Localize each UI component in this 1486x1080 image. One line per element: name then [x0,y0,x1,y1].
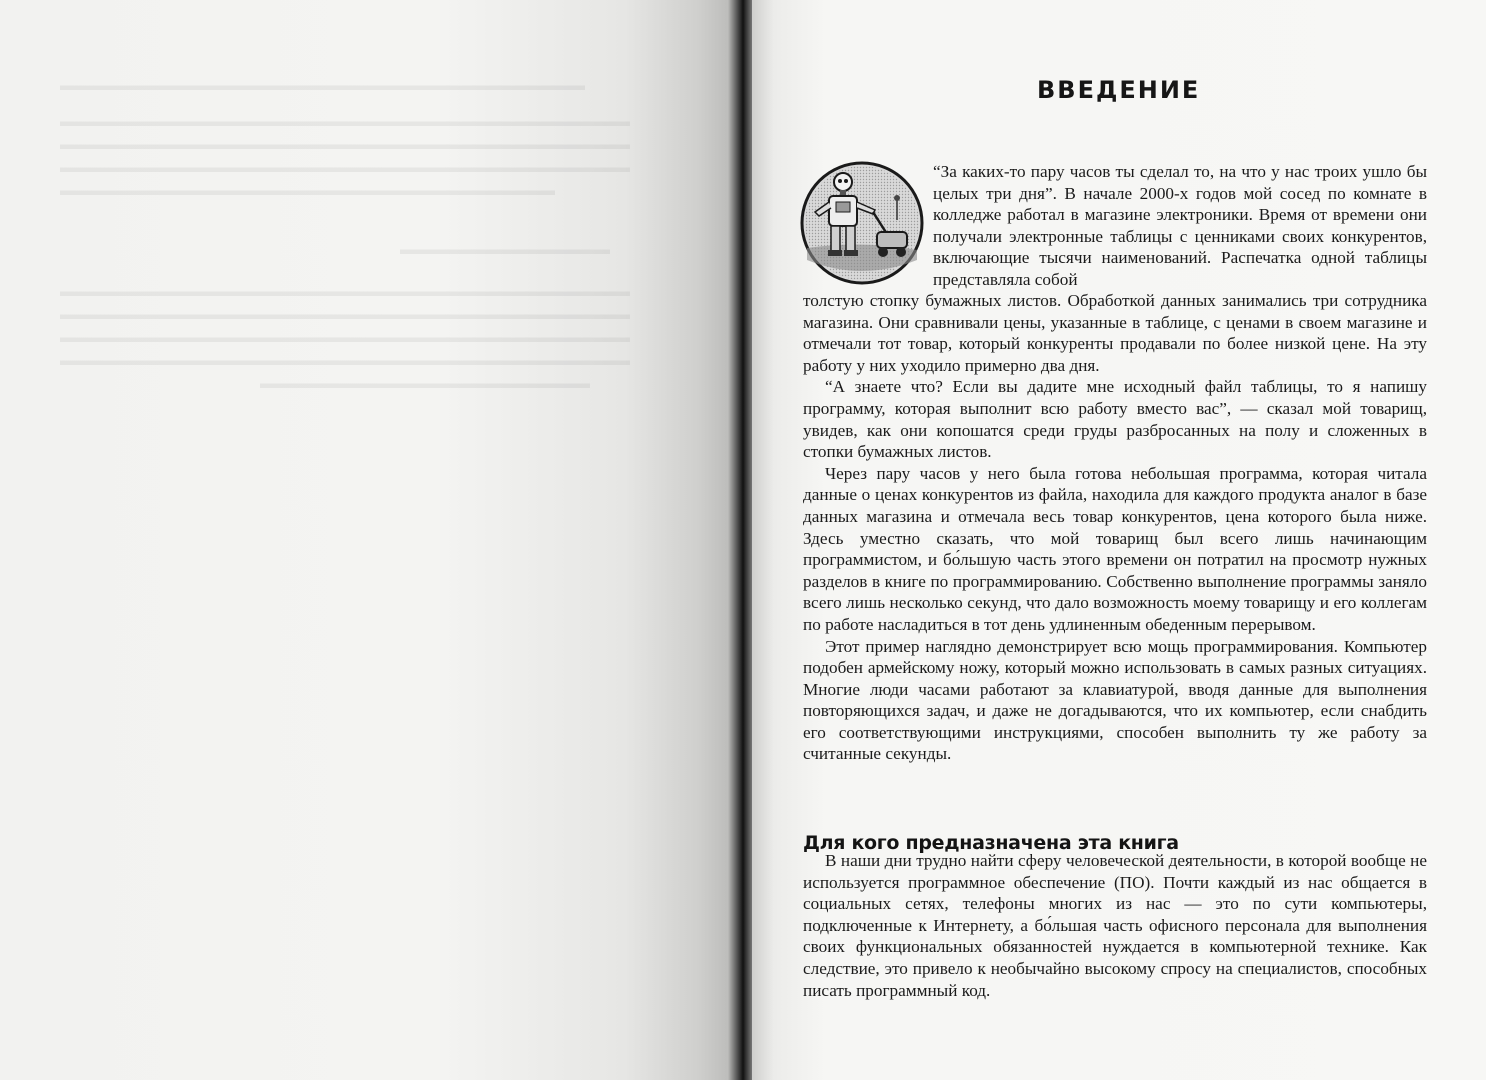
bleed-through-text: ▬▬▬▬▬▬▬▬▬▬▬▬▬▬▬▬▬▬▬▬▬▬ [260,376,590,392]
chapter-title: ВВЕДЕНИЕ [1037,76,1201,105]
bleed-through-text: ▬▬▬▬▬▬▬▬▬▬▬▬▬▬▬▬▬▬▬▬▬▬▬▬▬▬▬▬▬▬▬▬▬▬▬▬▬▬ [60,307,630,323]
intro-paragraph: Этот пример наглядно демонстрирует всю мощь программирования. Компьютер подобен армейскому ножу, который можно использовать в самых разных ситуациях. Многие люди часами работают за клавиатурой, вводя данные для выполнения повторяющихся задач, и даже не догадываются, что их компьютер, если снабдить его соответствующими инструкциями, способен выполнить ту же работу за считанные секунды. [803,636,1427,764]
intro-paragraph: “А знаете что? Если вы дадите мне исходный файл таблицы, то я напишу программу, которая выполнит всю работу вместо вас”, — сказал мой товарищ, увидев, как они копошатся среди груды разбросанных на полу и сложенных в стопки бумажных листов. [803,377,1427,462]
bleed-through-text: ▬▬▬▬▬▬▬▬▬▬▬▬▬▬▬▬▬▬▬▬▬▬▬▬▬▬▬▬▬▬▬▬▬▬▬▬▬▬ [60,353,630,369]
bleed-through-text: ▬▬▬▬▬▬▬▬▬▬▬▬▬▬▬▬▬▬▬▬▬▬▬▬▬▬▬▬▬▬▬▬▬▬▬▬▬▬ [60,114,630,130]
bleed-through-text: ▬▬▬▬▬▬▬▬▬▬▬▬▬▬▬▬▬▬▬▬▬▬▬▬▬▬▬▬▬▬▬▬▬▬▬▬▬▬ [60,137,630,153]
bleed-through-text: ▬▬▬▬▬▬▬▬▬▬▬▬▬▬ [400,242,610,258]
bleed-through-text: ▬▬▬▬▬▬▬▬▬▬▬▬▬▬▬▬▬▬▬▬▬▬▬▬▬▬▬▬▬▬▬▬▬▬▬▬▬▬ [60,160,630,176]
intro-lead-paragraph: “За каких-то пару часов ты сделал то, на что у нас троих ушло бы целых три дня”. В начале 2000-х годов мой сосед по комнате в колледже работал в магазине электроники. Время от времени они получали электронные таблицы с ценниками своих конкурентов, включающие тысячи наименований. Распечатка одной таблицы представляла собой [933,162,1427,289]
intro-body [803,290,1427,765]
intro-paragraph: толстую стопку бумажных листов. Обработкой данных занимались три сотрудника магазина. Они сравнивали цены, указанные в таблице, с ценами в своем магазине и отмечали тот товар, который конкуренты продавали по более низкой цене. На эту работу у них уходило примерно два дня. [803,291,1427,375]
bleed-through-text: ▬▬▬▬▬▬▬▬▬▬▬▬▬▬▬▬▬▬▬▬▬▬▬▬▬▬▬▬▬▬▬▬▬ [60,183,555,199]
section-body [803,850,1427,1001]
intro-paragraph: Через пару часов у него была готова небольшая программа, которая читала данные о ценах конкурентов из файла, находила для каждого продукта аналог в базе данных магазина и отмечала весь товар конкурентов, цена которого была ниже. Здесь уместно сказать, что мой товарищ был всего лишь начинающим программистом, и бо́льшую часть этого времени он потратил на просмотр нужных разделов в книге по программированию. Собственно выполнение программы заняло всего лишь несколько секунд, что дало возможность моему товарищу и его коллегам по работе насладиться в тот день удлиненным обеденным перерывом. [803,463,1427,634]
bleed-through-text: ▬▬▬▬▬▬▬▬▬▬▬▬▬▬▬▬▬▬▬▬▬▬▬▬▬▬▬▬▬▬▬▬▬▬▬▬▬▬ [60,284,630,300]
bleed-through-text: ▬▬▬▬▬▬▬▬▬▬▬▬▬▬▬▬▬▬▬▬▬▬▬▬▬▬▬▬▬▬▬▬▬▬▬ [60,78,585,94]
robot-mowing-icon [799,160,925,286]
bleed-through-text: ▬▬▬▬▬▬▬▬▬▬▬▬▬▬▬▬▬▬▬▬▬▬▬▬▬▬▬▬▬▬▬▬▬▬▬▬▬▬ [60,330,630,346]
section-paragraph: В наши дни трудно найти сферу человеческой деятельности, в которой вообще не используется программное обеспечение (ПО). Почти каждый из нас общается в социальных сетях, телефоны многих из нас — это по сути компьютеры, подключенные к Интернету, а бо́льшая часть офисного персонала для выполнения своих функциональных обязанностей нуждается в компьютерной технике. Как следствие, это привело к необычайно высокому спросу на специалистов, способных писать программный код. [803,851,1427,1000]
section-heading: Для кого предназначена эта книга [803,831,1179,854]
left-page-blank [0,0,735,1080]
